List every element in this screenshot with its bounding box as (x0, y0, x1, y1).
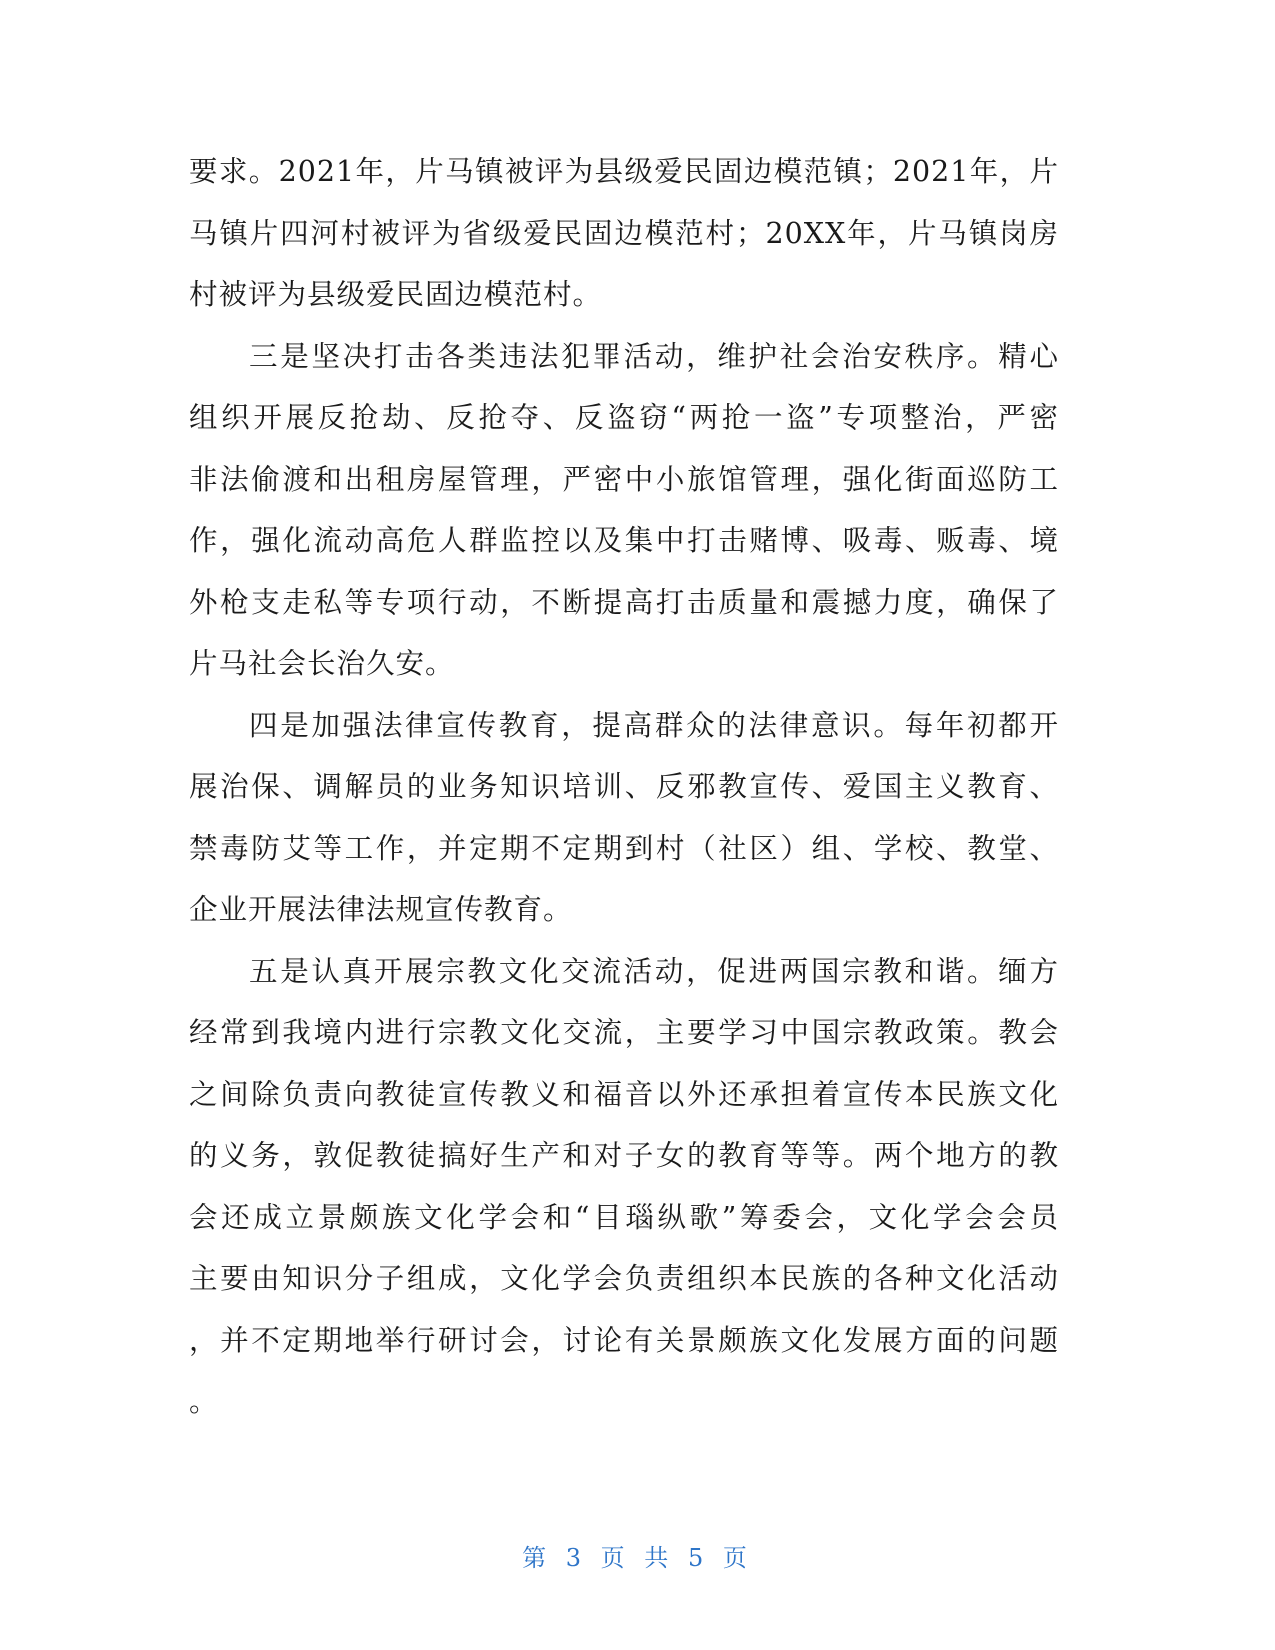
text-line: 。 (189, 1385, 219, 1418)
paragraph (189, 326, 1059, 695)
text-line: 展治保、调解员的业务知识培训、反邪教宣传、爱国主义教育、 (189, 770, 1059, 803)
text-line: 的义务，敦促教徒搞好生产和对子女的教育等等。两个地方的教 (189, 1139, 1059, 1172)
text-line: 村被评为县级爱民固边模范村。 (189, 278, 603, 311)
text-line: 片马社会长治久安。 (189, 647, 455, 680)
text-line: 会还成立景颇族文化学会和“目瑙纵歌”筹委会，文化学会会员 (189, 1200, 1059, 1234)
document-body (189, 141, 1059, 1433)
text-line: ，并不定期地举行研讨会，讨论有关景颇族文化发展方面的问题 (189, 1323, 1059, 1357)
text-line: 主要由知识分子组成，文化学会负责组织本民族的各种文化活动 (189, 1262, 1059, 1295)
text-line: 四是加强法律宣传教育，提高群众的法律意识。每年初都开 (249, 708, 1059, 742)
paragraph (189, 695, 1059, 941)
text-line: 之间除负责向教徒宣传教义和福音以外还承担着宣传本民族文化 (189, 1077, 1059, 1111)
text-line: 非法偷渡和出租房屋管理，严密中小旅馆管理，强化街面巡防工 (189, 462, 1059, 496)
text-line: 禁毒防艾等工作，并定期不定期到村（社区）组、学校、教堂、 (189, 831, 1059, 865)
text-line: 五是认真开展宗教文化交流活动，促进两国宗教和谐。缅方 (249, 954, 1059, 988)
text-line: 要求。2021年，片马镇被评为县级爱民固边模范镇；2021年，片 (189, 155, 1059, 188)
page-number-footer: 第 3 页 共 5 页 (522, 1544, 753, 1572)
text-line: 外枪支走私等专项行动，不断提高打击质量和震撼力度，确保了 (189, 585, 1059, 619)
text-line: 作，强化流动高危人群监控以及集中打击赌博、吸毒、贩毒、境 (189, 524, 1059, 557)
text-line: 马镇片四河村被评为省级爱民固边模范村；20XX年，片马镇岗房 (189, 216, 1059, 250)
paragraph (189, 941, 1059, 1433)
text-line: 经常到我境内进行宗教文化交流，主要学习中国宗教政策。教会 (189, 1016, 1059, 1049)
text-line: 三是坚决打击各类违法犯罪活动，维护社会治安秩序。精心 (249, 339, 1059, 373)
paragraph (189, 141, 1059, 326)
text-line: 企业开展法律法规宣传教育。 (189, 893, 573, 926)
text-line: 组织开展反抢劫、反抢夺、反盗窃“两抢一盗”专项整治，严密 (189, 401, 1059, 434)
